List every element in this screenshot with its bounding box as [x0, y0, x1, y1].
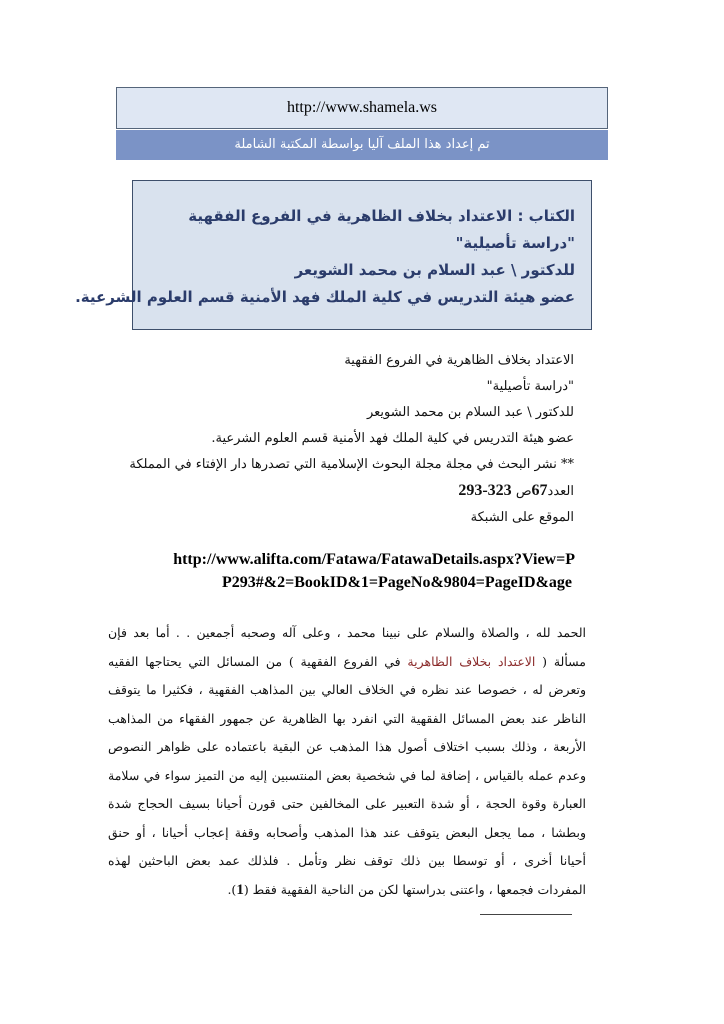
source-link-line-1[interactable]: http://www.alifta.com/Fatawa/FatawaDetails.aspx?View=P: [173, 551, 575, 568]
page-range: 293-323: [458, 482, 512, 499]
meta-issue: [144, 478, 574, 505]
meta-position: عضو هيئة التدريس في كلية الملك فهد الأمنية قسم العلوم الشرعية.: [211, 431, 574, 446]
paragraph-line: [108, 876, 586, 905]
site-url[interactable]: http://www.shamela.ws: [286, 99, 438, 116]
book-author: للدكتور \ عبد السلام بن محمد الشويعر: [294, 261, 575, 279]
issue-number: 67: [531, 482, 548, 499]
meta-publication: ** نشر البحث في مجلة مجلة البحوث الإسلامية التي تصدرها دار الإفتاء في المملكة: [129, 457, 574, 472]
generated-note-bar: [116, 130, 608, 160]
line-text: مسألة (: [535, 653, 586, 669]
book-title-box: [75, 180, 592, 330]
line-text: المفردات فجمعها ، واعتنى بدراستها لكن من الناحية الفقهية فقط (: [243, 881, 586, 897]
paragraph-line: [108, 648, 586, 677]
line-text: ).: [227, 881, 237, 897]
paragraph-line: وعدم عمله بالقياس ، إضافة لما في شخصية بعض المنتسبين إليه من التميز سواء في سلامة: [108, 767, 586, 783]
pages-label: ص: [515, 484, 532, 499]
author-position: عضو هيئة التدريس في كلية الملك فهد الأمنية قسم العلوم الشرعية.: [75, 288, 575, 306]
footnote-divider: [480, 914, 572, 915]
paragraph-line: وبطشا ، مما يجعل البعض يتوقف عند هذا المذهب وأصحابه وقفة إعجاب أحيانا ، أو حنق: [108, 824, 586, 840]
meta-author: للدكتور \ عبد السلام بن محمد الشويعر: [366, 405, 574, 420]
line-text: في الفروع الفقهية ) من المسائل التي يحتاجها الفقيه: [108, 653, 408, 669]
paragraph-line: وتعرض له ، خصوصا عند نظره في الخلاف العالي بين المذاهب الفقهية ، فكثيرا ما يتوقف: [108, 682, 586, 697]
issue-label: العدد: [547, 484, 574, 499]
paragraph-line: الحمد لله ، والصلاة والسلام على نبينا محمد ، وعلى آله وصحبه أجمعين . . أما بعد فإن: [108, 625, 586, 640]
generated-note: تم إعداد هذا الملف آليا بواسطة المكتبة الشاملة: [234, 137, 490, 152]
meta-subtitle: "دراسة تأصيلية": [486, 379, 574, 394]
book-metadata: [129, 348, 574, 531]
footnote-ref[interactable]: 1: [236, 881, 244, 898]
paragraph-line: أحيانا أخرى ، أو توسطا بين ذلك توقف نظر وتأمل . فلذلك عمد بعض الباحثين لهذه: [108, 853, 586, 868]
url-header-box: [116, 87, 608, 129]
highlighted-topic: الاعتداد بخلاف الظاهرية: [407, 653, 536, 669]
source-link[interactable]: [100, 548, 575, 594]
paragraph-line: الأربعة ، وذلك بسبب اختلاف أصول هذا المذهب عن البقية باعتماده على ظواهر النصوص: [108, 739, 586, 754]
book-subtitle: "دراسة تأصيلية": [455, 234, 575, 252]
introduction-paragraph: [108, 619, 586, 904]
book-title: الكتاب : الاعتداد بخلاف الظاهرية في الفروع الفقهية: [188, 207, 575, 225]
meta-title: الاعتداد بخلاف الظاهرية في الفروع الفقهية: [344, 353, 574, 368]
meta-website-label: الموقع على الشبكة: [470, 510, 574, 525]
source-link-line-2[interactable]: P293#&2=BookID&1=PageNo&9804=PageID&age: [222, 574, 572, 591]
paragraph-line: العبارة وقوة الحجة ، أو شدة التعبير على المخالفين حتى قورن أحيانا بسيف الحجاج شدة: [108, 796, 586, 811]
paragraph-line: الناظر عند بعض المسائل الفقهية التي انفرد بها الظاهرية عن جمهور الفقهاء من المذاهب: [108, 710, 586, 726]
